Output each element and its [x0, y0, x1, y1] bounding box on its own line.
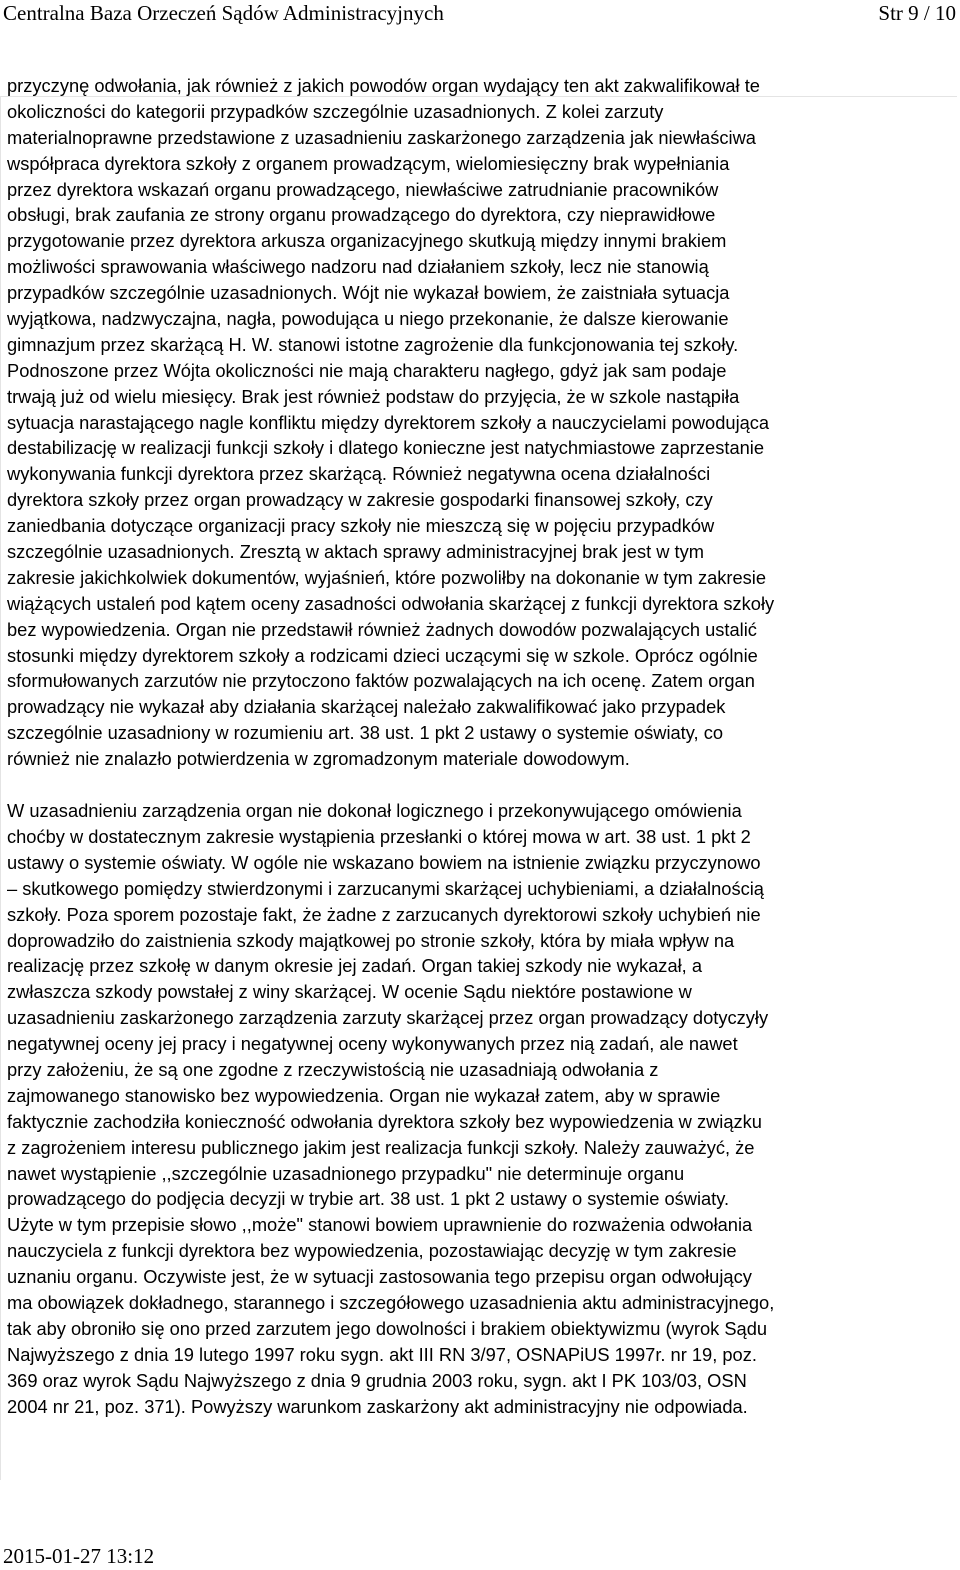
- text-line: szczególnie uzasadniony w rozumieniu art. 38 ust. 1 pkt 2 ustawy o systemie oświaty, co: [7, 722, 724, 744]
- text-line: sformułowanych zarzutów nie przytoczono faktów pozwalających na ich ocenę. Zatem organ: [7, 670, 755, 692]
- text-line: zwłaszcza szkody powstałej z winy skarżącej. W ocenie Sądu niektóre postawione w: [7, 981, 692, 1003]
- text-line: ustawy o systemie oświaty. W ogóle nie wskazano bowiem na istnienie związku przyczynowo: [7, 851, 761, 873]
- text-line: tak aby obroniło się ono przed zarzutem jego dowolności i brakiem obiektywizmu (wyrok Sądu: [7, 1317, 768, 1339]
- text-line: przypadków szczególnie uzasadnionych. Wójt nie wykazał bowiem, że zaistniała sytuacja: [7, 282, 730, 304]
- text-line: Podnoszone przez Wójta okoliczności nie mają charakteru nagłego, gdyż jak sam podaje: [7, 359, 727, 381]
- text-line: dyrektora szkoły przez organ prowadzący w zakresie gospodarki finansowej szkoły, czy: [7, 489, 713, 511]
- text-line: prowadzącego do podjęcia decyzji w trybie art. 38 ust. 1 pkt 2 ustawy o systemie oświaty.: [7, 1188, 730, 1210]
- text-line: współpraca dyrektora szkoły z organem prowadzącym, wielomiesięczny brak wypełniania: [7, 152, 730, 174]
- text-line: również nie znalazło potwierdzenia w zgromadzonym materiale dowodowym.: [7, 748, 630, 770]
- text-line: wiążących ustaleń pod kątem oceny zasadności odwołania skarżącej z funkcji dyrektora szkoły: [7, 592, 775, 614]
- text-line: możliwości sprawowania właściwego nadzoru nad działaniem szkoły, lecz nie stanowią: [7, 256, 709, 278]
- text-line: Najwyższego z dnia 19 lutego 1997 roku sygn. akt III RN 3/97, OSNAPiUS 1997r. nr 19, poz.: [7, 1343, 757, 1365]
- text-line: stosunki między dyrektorem szkoły a rodzicami dzieci uczącymi się w szkole. Oprócz ogólnie: [7, 644, 758, 666]
- text-line: uzasadnieniu zaskarżonego zarządzenia zarzuty skarżącej przez organ prowadzący dotyczyły: [7, 1007, 769, 1029]
- text-line: prowadzący nie wykazał aby działania skarżącej należało zakwalifikować jako przypadek: [7, 696, 726, 718]
- page-header: [0, 0, 960, 30]
- text-line: przygotowanie przez dyrektora arkusza organizacyjnego skutkują między innymi brakiem: [7, 230, 727, 252]
- text-line: wykonywania funkcji dyrektora przez skarżącą. Również negatywna ocena działalności: [7, 463, 711, 485]
- text-line: sytuacja narastającego nagle konfliktu między dyrektorem szkoły a nauczycielami powodująca: [7, 411, 770, 433]
- text-line: okoliczności do kategorii przypadków szczególnie uzasadnionych. Z kolei zarzuty: [7, 100, 664, 122]
- text-line: gimnazjum przez skarżącą H. W. stanowi istotne zagrożenie dla funkcjonowania tej szkoły.: [7, 333, 739, 355]
- text-line: W uzasadnieniu zarządzenia organ nie dokonał logicznego i przekonywującego omówienia: [7, 800, 742, 822]
- text-line: szczególnie uzasadnionych. Zresztą w aktach sprawy administracyjnej brak jest w tym: [7, 541, 704, 563]
- text-line: z zagrożeniem interesu publicznego jakim jest realizacja funkcji szkoły. Należy zauważyć, że: [7, 1136, 755, 1158]
- text-line: zakresie jakichkolwiek dokumentów, wyjaśnień, które pozwoliłby na dokonanie w tym zakresie: [7, 566, 767, 588]
- text-line: wyjątkowa, nadzwyczajna, nagła, powodująca u niego przekonanie, że dalsze kierowanie: [7, 308, 729, 330]
- document-source-title: Centralna Baza Orzeczeń Sądów Administracyjnych: [3, 1, 444, 25]
- text-line: nauczyciela z funkcji dyrektora bez wypowiedzenia, pozostawiając decyzję w tym zakresie: [7, 1240, 737, 1262]
- text-line: trwają już od wielu miesięcy. Brak jest również podstaw do przyjęcia, że w szkole nastąpiła: [7, 385, 740, 407]
- print-timestamp: 2015-01-27 13:12: [3, 1544, 155, 1568]
- page-indicator: Str 9 / 10: [878, 1, 956, 25]
- text-line: faktycznie zachodziła konieczność odwołania dyrektora szkoły bez wypowiedzenia w związku: [7, 1110, 762, 1132]
- paragraph: [7, 73, 953, 772]
- text-line: zaniedbania dotyczące organizacji pracy szkoły nie mieszczą się w pojęciu przypadków: [7, 515, 715, 537]
- text-line: szkoły. Poza sporem pozostaje fakt, że żadne z zarzucanych dyrektorowi szkoły uchybień nie: [7, 903, 761, 925]
- text-line: materialnoprawne przedstawione z uzasadnieniu zaskarżonego zarządzenia jak niewłaściwa: [7, 126, 756, 148]
- text-line: przy założeniu, że są one zgodne z rzeczywistością nie uzasadniają odwołania z: [7, 1058, 659, 1080]
- text-line: doprowadziło do zaistnienia szkody majątkowej po stronie szkoły, która by miała wpływ na: [7, 929, 735, 951]
- text-line: przez dyrektora wskazań organu prowadzącego, niewłaściwe zatrudnianie pracowników: [7, 178, 719, 200]
- paragraph: [7, 798, 953, 1419]
- text-line: – skutkowego pomiędzy stwierdzonymi i zarzucanymi skarżącej uchybieniami, a działalnością: [7, 877, 764, 899]
- text-line: destabilizację w realizacji funkcji szkoły i dlatego konieczne jest natychmiastowe zaprzestanie: [7, 437, 765, 459]
- text-line: uznaniu organu. Oczywiste jest, że w sytuacji zastosowania tego przepisu organ odwołujący: [7, 1266, 752, 1288]
- text-line: przyczynę odwołania, jak również z jakich powodów organ wydający ten akt zakwalifikował te: [7, 75, 760, 96]
- text-line: negatywnej oceny jej pracy i negatywnej oceny wykonywanych przez nią zadań, ale nawet: [7, 1033, 738, 1055]
- text-line: nawet wystąpienie ,,szczególnie uzasadnionego przypadku" nie determinuje organu: [7, 1162, 685, 1184]
- judgment-text: [7, 73, 953, 1419]
- text-line: 369 oraz wyrok Sądu Najwyższego z dnia 9 grudnia 2003 roku, sygn. akt I PK 103/03, OSN: [7, 1369, 747, 1391]
- text-line: choćby w dostatecznym zakresie wystąpienia przesłanki o której mowa w art. 38 ust. 1 pkt 2: [7, 825, 751, 847]
- text-line: zajmowanego stanowisko bez wypowiedzenia. Organ nie wykazał zatem, aby w sprawie: [7, 1084, 721, 1106]
- text-line: ma obowiązek dokładnego, starannego i szczegółowego uzasadnienia aktu administracyjnego,: [7, 1291, 775, 1313]
- text-line: Użyte w tym przepisie słowo ,,może" stanowi bowiem uprawnienie do rozważenia odwołania: [7, 1214, 753, 1236]
- text-line: 2004 nr 21, poz. 371). Powyższy warunkom zaskarżony akt administracyjny nie odpowiada.: [7, 1395, 748, 1417]
- text-line: realizację przez szkołę w danym okresie jej zadań. Organ takiej szkody nie wykazał, a: [7, 955, 702, 977]
- text-line: obsługi, brak zaufania ze strony organu prowadzącego do dyrektora, czy nieprawidłowe: [7, 204, 716, 226]
- paragraph-gap: [7, 772, 953, 798]
- text-line: bez wypowiedzenia. Organ nie przedstawił również żadnych dowodów pozwalających ustalić: [7, 618, 757, 640]
